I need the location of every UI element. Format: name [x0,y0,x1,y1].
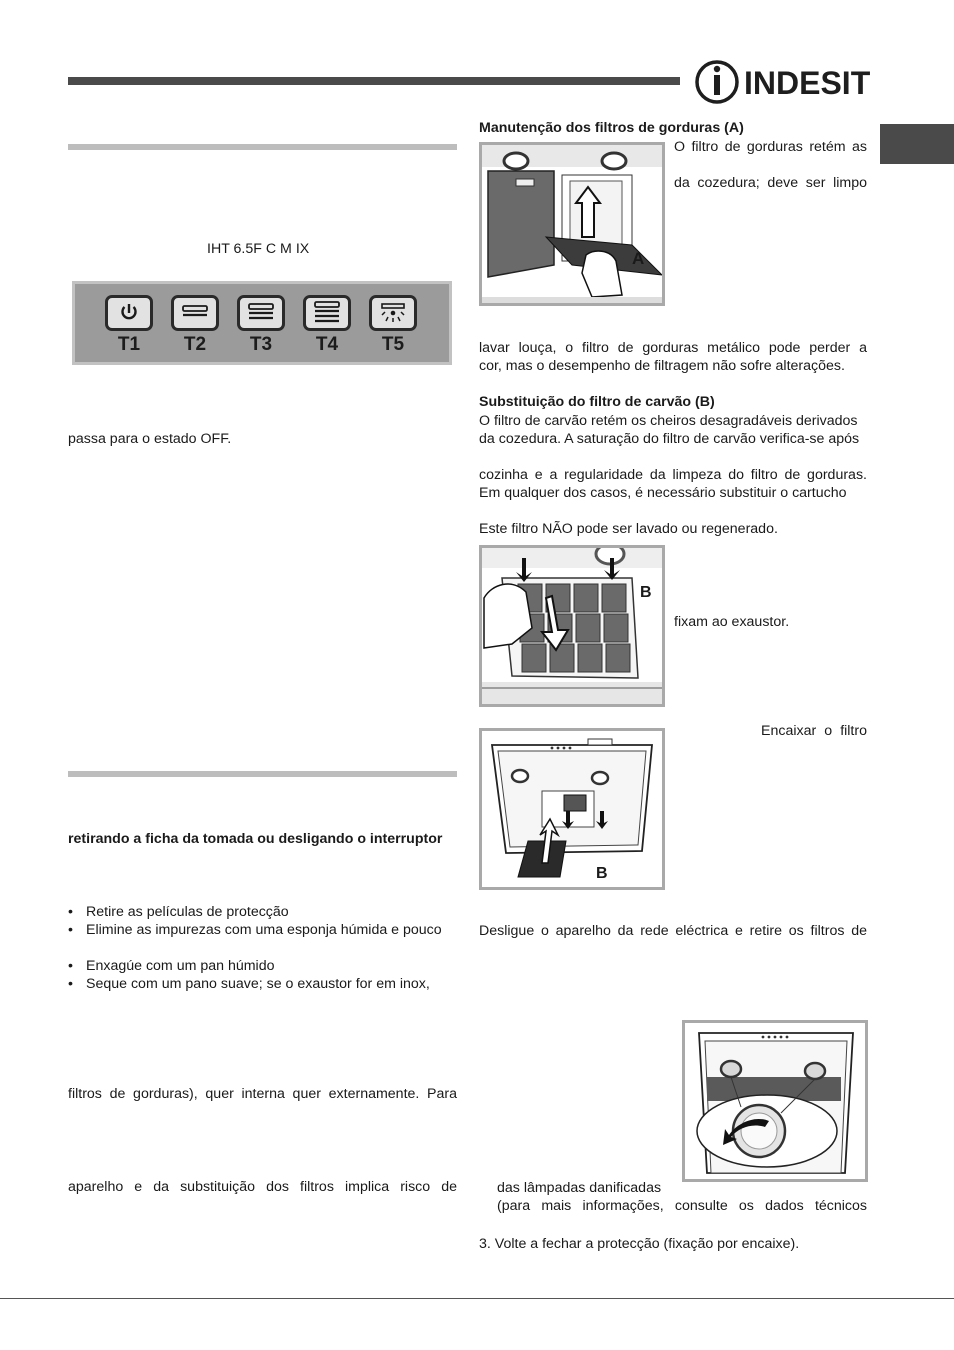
figure-b-label: B [640,584,652,601]
carbon-heading: Substituição do filtro de carvão (B) [479,394,715,410]
grease-filter-text: filtros de gorduras), quer interna quer externamente. Para [68,1086,457,1102]
figure-carbon-filter [479,545,665,707]
disconnect-text: Desligue o aparelho da rede eléctrica e retire os filtros de [479,923,867,939]
list-item: • Retire as películas de protecção [68,903,457,921]
cleaning-list [68,903,457,993]
brand-logo [693,58,873,108]
button-t2-label: T2 [183,334,207,355]
figure-a-label: A [632,249,645,268]
language-tab [880,124,954,164]
figure-grease-filter [479,142,665,306]
button-t4-label: T4 [315,334,339,355]
section-rule-2 [68,771,457,777]
close-step-text: 3. Volte a fechar a protecção (fixação por encaixe). [479,1236,800,1252]
carbon-text-1: O filtro de carvão retém os cheiros desagradáveis derivados [479,413,858,429]
speed-3-icon [306,298,348,328]
button-t3-label: T3 [249,334,273,355]
lamp-illustration [685,1023,865,1179]
off-state-text: passa para o estado OFF. [68,431,232,447]
list-item: • Seque com um pano suave; se o exaustor for em inox, [68,975,457,993]
carbon-text-3: cozinha e a regularidade da limpeza do filtro de gorduras. [479,467,867,483]
button-t5-label: T5 [381,334,405,355]
fix-text: fixam ao exaustor. [674,614,790,630]
light-icon [372,298,414,328]
fit-filter-text: Encaixar o filtro [761,723,867,739]
carbon-text-2: da cozedura. A saturação do filtro de carvão verifica-se após [479,431,860,447]
button-t4[interactable] [303,295,351,331]
power-icon [108,298,150,328]
carbon-text-4: Em qualquer dos casos, é necessário substituir o cartucho [479,485,847,501]
unplug-text: retirando a ficha da tomada ou desligando o interruptor [68,831,443,847]
list-item: • Enxagúe com um pan húmido [68,957,457,975]
figure-carbon-fit [479,728,665,890]
carbon-fit-illustration [482,731,662,887]
model-name: IHT 6.5F C M IX [207,241,310,257]
dishwasher-text-2: cor, mas o desempenho de filtragem não sofre alterações. [479,358,845,374]
speed-1-icon [174,298,216,328]
button-t1[interactable] [105,295,153,331]
list-item: • Elimine as impurezas com uma esponja húmida e pouco [68,921,457,939]
lamps-text: das lâmpadas danificadas [497,1180,662,1196]
carbon-filter-illustration [482,548,662,704]
control-panel [72,281,452,365]
button-t3[interactable] [237,295,285,331]
section-rule-1 [68,144,457,150]
brand-wordmark: INDESIT [744,65,871,101]
button-t5[interactable] [369,295,417,331]
footer-rule [0,1298,954,1299]
grease-text-2: da cozedura; deve ser limpo [674,175,867,191]
speed-2-icon [240,298,282,328]
figure-lamp [682,1020,868,1182]
button-t1-label: T1 [117,334,141,355]
figure-b2-label: B [596,865,608,882]
grease-heading: Manutenção dos filtros de gorduras (A) [479,120,744,136]
grease-filter-illustration [482,145,662,303]
technical-text: (para mais informações, consulte os dados técnicos [497,1198,867,1214]
button-t2[interactable] [171,295,219,331]
not-washable-text: Este filtro NÃO pode ser lavado ou regenerado. [479,521,778,537]
dishwasher-text-1: lavar louça, o filtro de gorduras metálico pode perder a [479,340,867,356]
header-rule [68,77,680,85]
risk-text: aparelho e da substituição dos filtros implica risco de [68,1179,457,1195]
grease-text-1: O filtro de gorduras retém as [674,139,867,155]
